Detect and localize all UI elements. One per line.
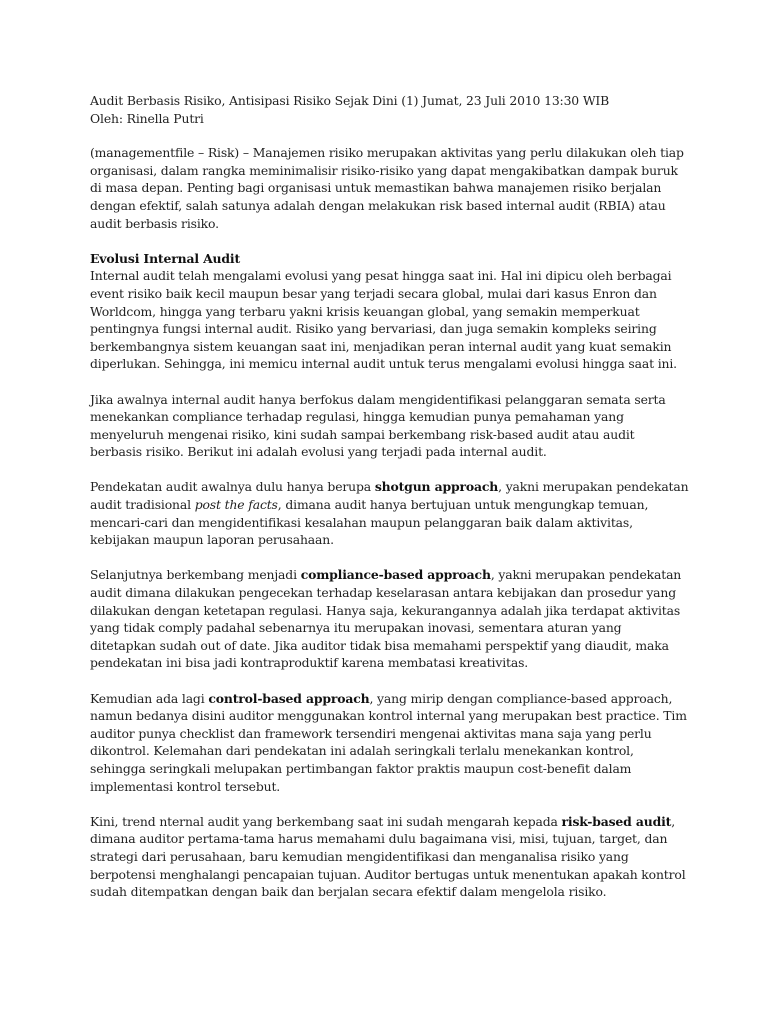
paragraph-3 bbox=[90, 478, 690, 548]
paragraph-5 bbox=[90, 690, 690, 796]
paragraph-6 bbox=[90, 813, 690, 901]
paragraph-2: Jika awalnya internal audit hanya berfokus dalam mengidentifikasi pelanggaran semata serta menekankan compliance terhadap regulasi, hingga kemudian punya pemahaman yang menyeluruh mengenai risiko, kini sudah sampai berkembang risk-based audit atau audit berbasis risiko. Berikut ini adalah evolusi yang terjadi pada internal audit. bbox=[90, 391, 666, 460]
term-compliance-based-approach: compliance-based approach bbox=[300, 567, 491, 583]
paragraph-3-text-b: , yakni merupakan pendekatan audit tradisional bbox=[90, 479, 689, 513]
term-shotgun-approach: shotgun approach bbox=[374, 479, 499, 495]
paragraph-4-text-a: Selanjutnya berkembang menjadi bbox=[90, 567, 301, 583]
paragraph-3-text-a: Pendekatan audit awalnya dulu hanya berupa bbox=[90, 479, 375, 495]
article-header bbox=[90, 92, 690, 127]
paragraph-3-text-c: , dimana audit hanya bertujuan untuk mengungkap temuan, mencari-cari dan mengidentifikasi kesalahan maupun pelanggaran baik dalam aktivitas, kebijakan maupun laporan perusahaan. bbox=[90, 497, 649, 548]
paragraph-1: Internal audit telah mengalami evolusi yang pesat hingga saat ini. Hal ini dipicu oleh berbagai event risiko baik kecil maupun besar yang terjadi secara global, mulai dari kasus Enron dan Worldcom, hingga yang terbaru yakni krisis keuangan global, yang semakin memperkuat pentingnya fungsi internal audit. Risiko yang bervariasi, dan juga semakin kompleks seiring berkembangnya sistem keuangan saat ini, menjadikan peran internal audit yang kuat semakin diperlukan. Sehingga, ini memicu internal audit untuk terus mengalami evolusi hingga saat ini. bbox=[90, 268, 677, 372]
term-risk-based-audit: risk-based audit bbox=[561, 813, 672, 829]
paragraph-6-text-b: , dimana auditor pertama-tama harus memahami dulu bagaimana visi, misi, tujuan, target, dan strategi dari perusahaan, baru kemudian mengidentifikasi dan menganalisa risiko yang berpotensi menghalangi pencapaian tujuan. Auditor bertugas untuk menentukan apakah kontrol sudah ditempatkan dengan baik dan berjalan secara efektif dalam mengelola risiko. bbox=[90, 813, 686, 900]
document-page bbox=[90, 92, 690, 918]
paragraph-5-text-b: , yang mirip dengan compliance-based approach, namun bedanya disini auditor menggunakan kontrol internal yang merupakan best practice. Tim auditor punya checklist dan framework tersendiri mengenai aktivitas mana saja yang perlu dikontrol. Kelemahan dari pendekatan ini adalah seringkali terlalu menekankan kontrol, sehingga seringkali melupakan pertimbangan faktor praktis maupun cost-benefit dalam implementasi kontrol tersebut. bbox=[90, 690, 687, 794]
paragraph-4-text-b: , yakni merupakan pendekatan audit dimana dilakukan pengecekan terhadap keselarasan antara kebijakan dan prosedur yang dilakukan dengan ketetapan regulasi. Hanya saja, kekurangannya adalah jika terdapat aktivitas yang tidak comply padahal sebenarnya itu merupakan inovasi, sementara aturan yang ditetapkan sudah out of date. Jika auditor tidak bisa memahami perspektif yang diaudit, maka pendekatan ini bisa jadi kontraproduktif karena membatasi kreativitas. bbox=[90, 567, 682, 671]
article-author-line: Oleh: Rinella Putri bbox=[90, 110, 204, 126]
intro-paragraph: (managementfile – Risk) – Manajemen risiko merupakan aktivitas yang perlu dilakukan oleh tiap organisasi, dalam rangka meminimalisir risiko-risiko yang dapat mengakibatkan dampak buruk di masa depan. Penting bagi organisasi untuk memastikan bahwa manajemen risiko berjalan dengan efektif, salah satunya adalah dengan melakukan risk based internal audit (RBIA) atau audit berbasis risiko. bbox=[90, 145, 684, 231]
term-post-the-facts: post the facts bbox=[194, 497, 278, 513]
paragraph-5-text-a: Kemudian ada lagi bbox=[90, 690, 209, 706]
paragraph-6-text-a: Kini, trend nternal audit yang berkembang saat ini sudah mengarah kepada bbox=[90, 813, 562, 829]
paragraph-4 bbox=[90, 566, 690, 672]
article-title-line: Audit Berbasis Risiko, Antisipasi Risiko Sejak Dini (1) Jumat, 23 Juli 2010 13:30 WIB bbox=[90, 93, 610, 108]
section-heading: Evolusi Internal Audit bbox=[90, 250, 241, 266]
term-control-based-approach: control-based approach bbox=[208, 690, 370, 706]
